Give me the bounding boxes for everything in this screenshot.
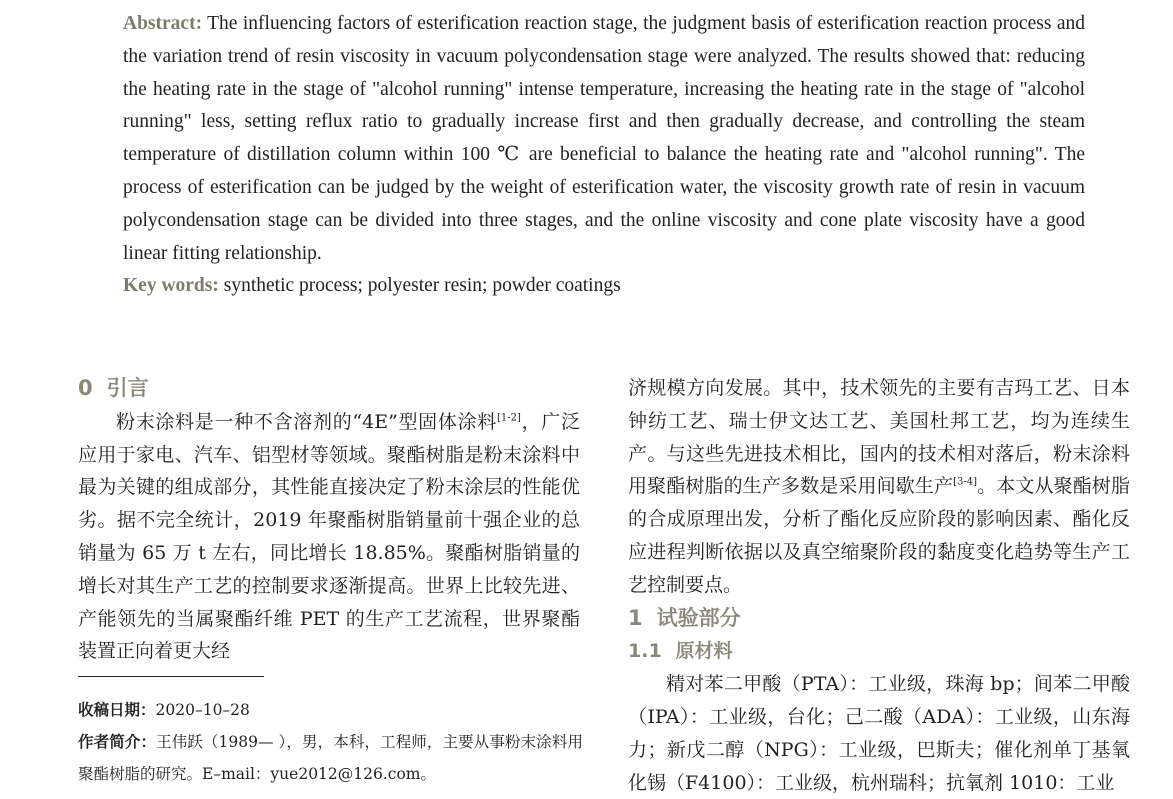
section-0-heading xyxy=(78,372,580,406)
abstract-paragraph xyxy=(123,8,1085,270)
keywords-paragraph xyxy=(123,270,1085,303)
section-1-number: 1 xyxy=(628,605,643,630)
abstract-block xyxy=(123,8,1085,303)
received-date-line xyxy=(78,694,583,726)
section-0-title: 引言 xyxy=(106,376,149,400)
section-1-heading xyxy=(628,602,1130,636)
intro-paragraph-1 xyxy=(78,406,580,668)
intro-text-2b: 。本文从聚酯树脂的合成原理出发，分析了酯化反应阶段的影响因素、酯化反应进程判断依据以及真空缩聚阶段的黏度变化趋势等生产工艺控制要点。 xyxy=(628,475,1130,596)
section-1-1-title: 原材料 xyxy=(675,640,733,663)
abstract-text: The influencing factors of esterification reaction stage, the judgment basis of esterification reaction process and the variation trend of resin viscosity in vacuum polycondensation stage were analyzed. The results showed that: reducing the heating rate in the stage of "alcohol running" intense temperature, increasing the heating rate in the stage of "alcohol running" less, setting reflux ratio to gradually increase first and then gradually decrease, and controlling the steam temperature of distillation column within 100 ℃ are beneficial to balance the heating rate and "alcohol running". The process of esterification can be judged by the weight of esterification water, the viscosity growth rate of resin in vacuum polycondensation stage can be divided into three stages, and the online viscosity and cone plate viscosity have a good linear fitting relationship. xyxy=(123,13,1085,264)
intro-text-1a: 粉末涂料是一种不含溶剂的“4E”型固体涂料 xyxy=(116,410,497,433)
section-1-title: 试验部分 xyxy=(656,605,741,630)
keywords-label: Key words: xyxy=(123,275,219,297)
keywords-text: synthetic process; polyester resin; powder coatings xyxy=(218,275,621,297)
author-bio-line xyxy=(78,726,583,790)
citation-1-2: [1-2] xyxy=(496,412,521,424)
author-label: 作者简介： xyxy=(78,733,157,751)
materials-paragraph: 精对苯二甲酸（PTA）：工业级，珠海 bp；间苯二甲酸（IPA）：工业级，台化；己二酸（ADA）：工业级，山东海力；新戊二醇（NPG）：工业级，巴斯夫；催化剂单丁基氧化锡（F4100）：工业级，杭州瑞科；抗氧剂 1010：工业 xyxy=(628,673,1130,794)
received-label: 收稿日期： xyxy=(78,701,156,719)
intro-text-2a: 济规模方向发展。其中，技术领先的主要有吉玛工艺、日本钟纺工艺、瑞士伊文达工艺、美国杜邦工艺，均为连续生产。与这些先进技术相比，国内的技术相对落后，粉末涂料用聚酯树脂的生产多数是采用间歇生产 xyxy=(628,377,1130,498)
footnote xyxy=(78,694,583,790)
intro-text-1b: ，广泛应用于家电、汽车、铝型材等领域。聚酯树脂是粉末涂料中最为关键的组成部分，其性能直接决定了粉末涂层的性能优劣。据不完全统计，2019 年聚酯树脂销量前十强企业的总销量为 65 万 t 左右，同比增长 18.85%。聚酯树脂销量的增长对其生产工艺的控制要求逐渐提高。世界上比较先进、产能领先的当属聚酯纤维 PET 的生产工艺流程，世界聚酯装置正向着更大经 xyxy=(78,410,580,663)
section-1-1-number: 1.1 xyxy=(628,640,662,663)
author-bio: 王伟跃（1989— ），男，本科，工程师，主要从事粉末涂料用聚酯树脂的研究。E–mail：yue2012@126.com。 xyxy=(78,733,583,783)
intro-paragraph-2 xyxy=(628,372,1130,602)
received-date: 2020–10–28 xyxy=(155,701,250,719)
citation-3-4: [3-4] xyxy=(953,477,977,489)
footnote-divider xyxy=(78,676,264,677)
section-0-number: 0 xyxy=(78,376,93,400)
left-column xyxy=(78,372,580,668)
abstract-label: Abstract: xyxy=(123,13,203,34)
section-1-1-heading xyxy=(628,635,1130,668)
right-column xyxy=(628,372,1130,799)
